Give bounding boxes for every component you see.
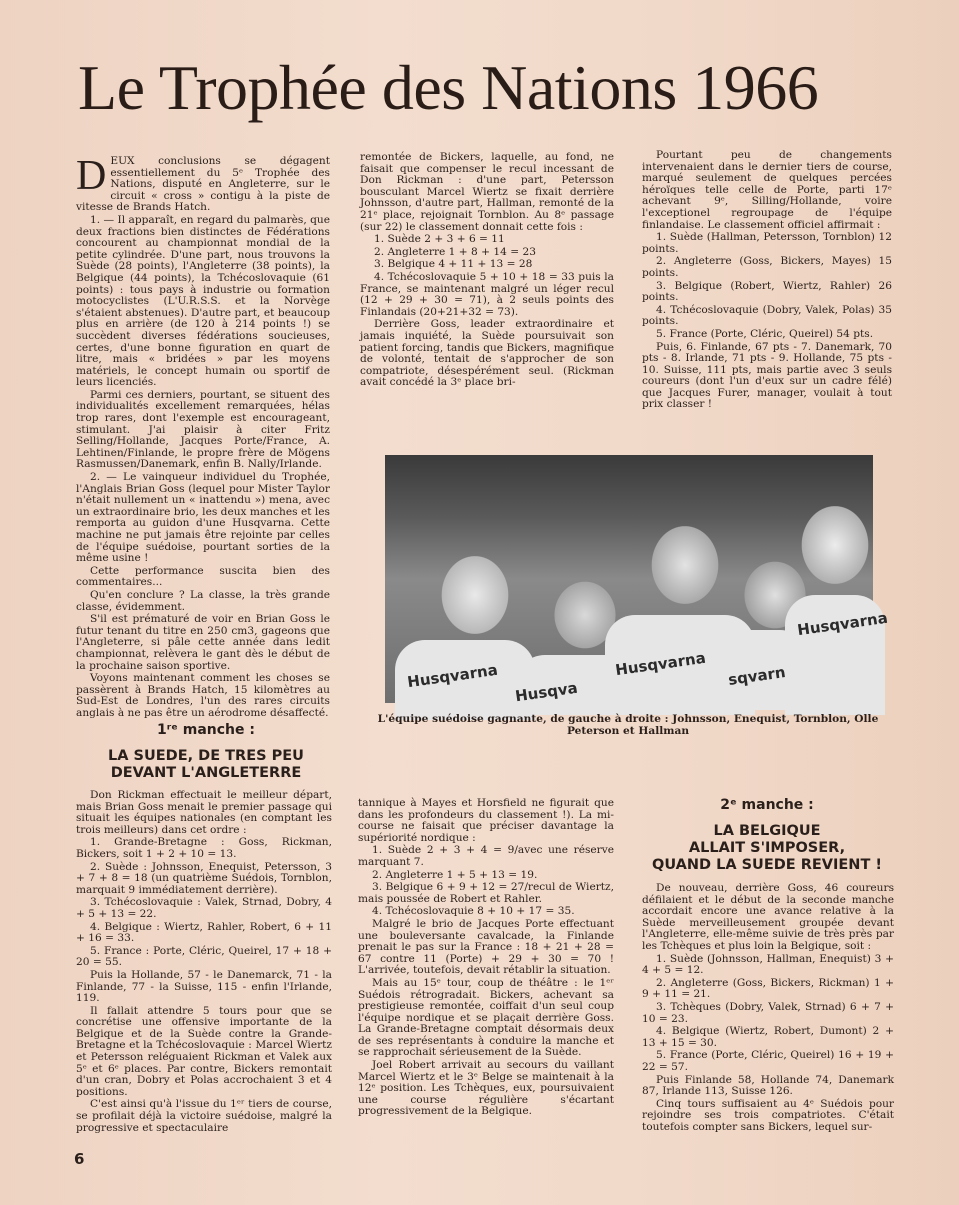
paragraph: Don Rickman effectuait le meilleur départ, mais Brian Goss menait le premier passage qui situait les équipes nationales (en comptant les trois meilleurs) dans cet ordre : xyxy=(76,789,332,836)
shirt-logo-text: Husqvarna xyxy=(796,608,889,640)
ranking-line: 1. Suède (Hallman, Petersson, Tornblon) 12 points. xyxy=(642,231,892,255)
page-title: Le Trophée des Nations 1966 xyxy=(78,52,819,123)
paragraph: Joel Robert arrivait au secours du vaillant Marcel Wiertz et le 3ᵉ Belge se maintenait à la 12ᵉ position. Les Tchèques, eux, poursuivaient une course régulière s'écartant progressivement de la Belgique. xyxy=(358,1059,614,1118)
ranking-line: 4. Belgique (Wiertz, Robert, Dumont) 2 + 13 + 15 = 30. xyxy=(642,1025,894,1049)
ranking-line: 1. Suède (Johnsson, Hallman, Enequist) 3 + 4 + 5 = 12. xyxy=(642,952,894,977)
paragraph: Puis la Hollande, 57 - le Danemarck, 71 - la Finlande, 77 - la Suisse, 115 - enfin l'Irlande, 119. xyxy=(76,968,332,1005)
ranking-line: 3. Tchécoslovaquie : Valek, Strnad, Dobry, 4 + 5 + 13 = 22. xyxy=(76,896,332,920)
ranking-line: 1. Suède 2 + 3 + 4 = 9/avec une réserve marquant 7. xyxy=(358,844,614,868)
ranking-line: 5. France (Porte, Cléric, Queirel) 16 + 19 + 22 = 57. xyxy=(642,1049,894,1073)
paragraph: tannique à Mayes et Horsfield ne figurait que dans les profondeurs du classement !). La mi-course ne faisait que préciser davantage la supériorité nordique : xyxy=(358,797,614,844)
drop-cap: D xyxy=(76,153,107,199)
paragraph: De nouveau, derrière Goss, 46 coureurs défilaient et le début de la seconde manche accordait encore une avance relative à la Suède merveilleusement groupée devant l'Angleterre, elle-même suivie de très près par les Tchèques et plus loin la Belgique, soit : xyxy=(642,882,894,952)
paragraph: S'il est prématuré de voir en Brian Goss le futur tenant du titre en 250 cm3, gageons que l'Angleterre, si pâle cette année dans ledit championnat, relèvera le gant dès le début de la prochaine saison sportive. xyxy=(76,613,330,672)
paragraph: Voyons maintenant comment les choses se passèrent à Brands Hatch, 15 kilomètres au Sud-Est de Londres, l'un des rares circuits anglais à ne pas être un aérodrome désaffecté. xyxy=(76,672,330,719)
paragraph: remontée de Bickers, laquelle, au fond, ne faisait que compenser le recul incessant de Don Rickman : d'une part, Petersson bousculant Marcel Wiertz se fixait derrière Johnsson, d'autre part, Hallman, remonté de la 21ᵉ place, rejoignait Tornblon. Au 8ᵉ passage (sur 22) le classement donnait cette fois : xyxy=(360,151,614,233)
ranking-line: 1. Grande-Bretagne : Goss, Rickman, Bickers, soit 1 + 2 + 10 = 13. xyxy=(76,836,332,860)
photo-caption: L'équipe suédoise gagnante, de gauche à droite : Johnsson, Enequist, Tornblon, Olle Peterson et Hallman xyxy=(377,713,879,737)
ranking-line: 5. France (Porte, Cléric, Queirel) 54 pts. xyxy=(656,327,874,340)
shirt-logo-text: Husqvarna xyxy=(406,660,499,692)
paragraph: Puis Finlande 58, Hollande 74, Danemark 87, Irlande 113, Suisse 126. xyxy=(642,1073,894,1098)
paragraph: 2. — Le vainqueur individuel du Trophée, l'Anglais Brian Goss (lequel pour Mister Taylor n'était nullement un « inattendu ») mena, avec un extraordinaire brio, les deux manches et les remporta au guidon d'une Husqvarna. Cette machine ne put jamais être rejointe par celles de l'équipe suédoise, pourtant sorties de la même usine ! xyxy=(76,471,330,565)
ranking-line: 5. France : Porte, Cléric, Queirel, 17 + 18 + 20 = 55. xyxy=(76,944,332,969)
column-intro xyxy=(76,153,330,721)
ranking-line: 3. Belgique (Robert, Wiertz, Rahler) 26 points. xyxy=(642,279,892,304)
ranking-line: 2. Suède : Johnsson, Enequist, Petersson, 3 + 7 + 8 = 18 (un quatrième Suédois, Tornblon, marquait 9 immédiatement derrière). xyxy=(76,860,332,896)
column-bottom-left xyxy=(76,790,332,1135)
manche-number: 1ʳᵉ manche : xyxy=(157,722,255,738)
section-heading-manche-1 xyxy=(76,722,336,782)
ranking-line: 1. Suède 2 + 3 + 6 = 11 xyxy=(374,233,505,246)
column-top-middle xyxy=(360,152,614,390)
ranking-line: 2. Angleterre (Goss, Bickers, Mayes) 15 points. xyxy=(642,255,892,279)
column-bottom-middle xyxy=(358,798,614,1119)
manche-headline: LA BELGIQUE ALLAIT S'IMPOSER, QUAND LA SUEDE REVIENT ! xyxy=(652,823,882,873)
section-heading-manche-2 xyxy=(636,797,898,874)
page-number: 6 xyxy=(74,1150,85,1168)
shirt-logo-text: Husqva xyxy=(514,678,579,706)
ranking-line: 2. Angleterre 1 + 5 + 13 = 19. xyxy=(372,868,538,881)
paragraph: C'est ainsi qu'à l'issue du 1ᵉʳ tiers de course, se profilait déjà la victoire suédoise, malgré la progressive et spectaculaire xyxy=(76,1098,332,1134)
paragraph: Il fallait attendre 5 tours pour que se concrétise une offensive importante de la Belgique et de la Suède contre la Grande-Bretagne et la Tchécoslovaquie : Marcel Wiertz et Petersson reléguaient Rickman et Valek aux 5ᵉ et 6ᵉ places. Par contre, Bickers remontait d'un cran, Dobry et Polas accrochaient 3 et 4 positions. xyxy=(76,1004,332,1098)
shirt-logo-text: sqvarn xyxy=(727,663,787,689)
ranking-line: 4. Belgique : Wiertz, Rahler, Robert, 6 + 11 + 16 = 33. xyxy=(76,920,332,945)
ranking-line: 2. Angleterre 1 + 8 + 14 = 23 xyxy=(374,245,536,258)
paragraph: Derrière Goss, leader extraordinaire et jamais inquiété, la Suède poursuivait son patient forcing, tandis que Bickers, magnifique de volonté, tentait de s'approcher de son compatriote, désespérément seul. (Rickman avait concédé la 3ᵉ place bri- xyxy=(360,318,614,389)
paragraph: Malgré le brio de Jacques Porte effectuant une bouleversante cavalcade, la Finlande prenait le pas sur la France : 18 + 21 + 28 = 67 contre 11 (Porte) + 29 + 30 = 70 ! L'arrivée, toutefois, devait rétablir la situation. xyxy=(358,917,614,977)
shirt-logo-text: Husqvarna xyxy=(614,648,707,680)
manche-headline: LA SUEDE, DE TRES PEU DEVANT L'ANGLETERRE xyxy=(108,748,304,781)
paragraph: Parmi ces derniers, pourtant, se situent des individualités excellement remarquées, hélas trop rares, dont l'exemple est encourageant, stimulant. J'ai plaisir à citer Fritz Selling/Hollande, Jacques Porte/France, A. Lehtinen/Finlande, le propre frère de Mögens Rasmussen/Danemark, enfin B. Nally/Irlande. xyxy=(76,388,330,471)
manche-number: 2ᵉ manche : xyxy=(720,797,814,813)
column-top-right xyxy=(642,150,892,412)
ranking-line: 2. Angleterre (Goss, Bickers, Rickman) 1 + 9 + 11 = 21. xyxy=(642,976,894,1001)
paragraph: Cette performance suscita bien des commentaires... xyxy=(76,564,330,589)
ranking-line: 4. Tchécoslovaquie 8 + 10 + 17 = 35. xyxy=(372,905,575,918)
ranking-line: 3. Tchèques (Dobry, Valek, Strnad) 6 + 7 + 10 = 23. xyxy=(642,1000,894,1025)
paragraph: Pourtant peu de changements intervenaient dans le dernier tiers de course, marqué seulement de quelques percées héroïques telle celle de Porte, parti 17ᵉ achevant 9ᵉ, Silling/Hollande, voire l'exceptionel regroupage de l'équipe finlandaise. Le classement officiel affirmait : xyxy=(642,149,892,231)
ranking-line: 3. Belgique 6 + 9 + 12 = 27/recul de Wiertz, mais poussée de Robert et Rahler. xyxy=(358,881,614,905)
paragraph-intro: DEUX conclusions se dégagent essentiellement du 5ᵉ Trophée des Nations, disputé en Angleterre, sur le circuit « cross » contigu à la piste de vitesse de Brands Hatch. xyxy=(76,153,330,214)
paragraph: Cinq tours suffisaient au 4ᵉ Suédois pour rejoindre ses trois compatriotes. C'était toutefois compter sans Bickers, lequel sur- xyxy=(642,1097,894,1133)
paragraph: Qu'en conclure ? La classe, la très grande classe, évidemment. xyxy=(76,588,330,613)
column-bottom-right xyxy=(642,883,894,1134)
ranking-line: 4. Tchécoslovaquie 5 + 10 + 18 = 33 puis la France, se maintenant malgré un léger recul (12 + 29 + 30 = 71), à 2 seuls points des Finlandais (20+21+32 = 73). xyxy=(360,270,614,318)
ranking-line: 3. Belgique 4 + 11 + 13 = 28 xyxy=(374,258,533,271)
paragraph: Puis, 6. Finlande, 67 pts - 7. Danemark, 70 pts - 8. Irlande, 71 pts - 9. Hollande, 75 pts - 10. Suisse, 111 pts, mais partie avec 3 seuls coureurs (dont l'un d'eux sur un cadre félé) que Jacques Furer, manager, voulait à tout prix classer ! xyxy=(642,340,892,411)
paragraph: 1. — Il apparaît, en regard du palmarès, que deux fractions bien distinctes de Fédérations concourent au championnat mondial de la petite cylindrée. D'une part, nous trouvons la Suède (28 points), l'Angleterre (38 points), la Belgique (44 points), la Tchécoslovaquie (61 points) : tous pays à industrie ou formation motocyclistes (L'U.R.S.S. et la Norvège s'étaient abstenues). D'autre part, et beaucoup plus en arrière (de 120 à 214 points !) se succèdent diverses fédérations soucieuses, certes, d'une bonne figuration en quart de litre, mais « bridées » par les moyens matériels, le concept humain ou sportif de leurs licenciés. xyxy=(76,213,330,389)
ranking-line: 4. Tchécoslovaquie (Dobry, Valek, Polas) 35 points. xyxy=(642,303,892,328)
paragraph: Mais au 15ᵉ tour, coup de théâtre : le 1ᵉʳ Suédois rétrogradait. Bickers, achevant sa prestigieuse remontée, coiffait d'un seul coup l'équipe nordique et se plaçait derrière Goss. La Grande-Bretagne comptait désormais deux de ses représentants à conduire la manche et se rapprochait sérieusement de la Suède. xyxy=(358,976,614,1059)
team-photo xyxy=(385,455,889,706)
